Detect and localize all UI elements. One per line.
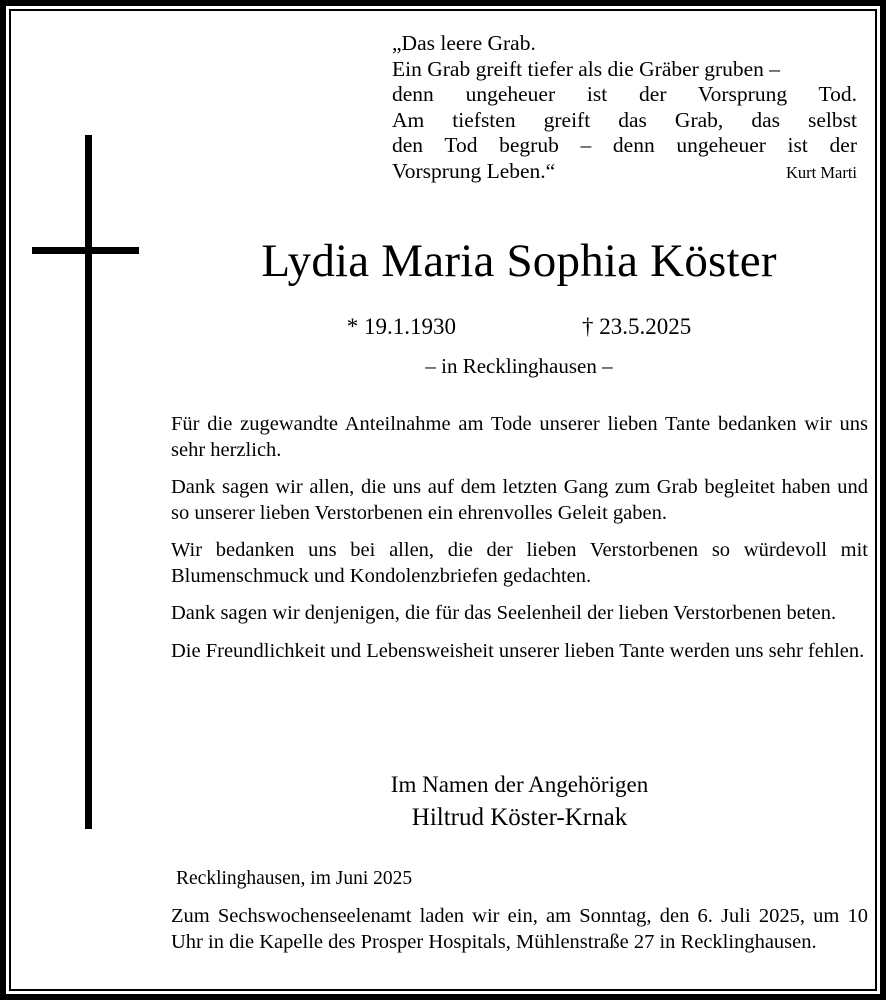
deceased-dates	[161, 313, 877, 341]
poem-line-1: „Das leere Grab.	[392, 31, 536, 55]
signature-name: Hiltrud Köster-Krnak	[411, 804, 628, 831]
body-paragraph-2: Dank sagen wir allen, die uns auf dem letzten Gang zum Grab begleitet haben und so unserer lieben Verstorbenen ein ehrenvolles Geleit gaben.	[171, 476, 868, 524]
signature-intro: Im Namen der Angehörigen	[390, 772, 649, 797]
cross-icon-bar	[32, 247, 139, 254]
poem-attribution: Kurt Marti	[785, 162, 857, 182]
birth-date: * 19.1.1930	[346, 314, 456, 339]
body-paragraph-1: Für die zugewandte Anteilnahme am Tode unserer lieben Tante bedanken wir uns sehr herzlich.	[171, 413, 868, 461]
death-date: † 23.5.2025	[582, 314, 692, 339]
poem-line-5: den Tod begrub – denn ungeheuer ist der	[392, 133, 857, 157]
poem-last-row	[392, 159, 857, 186]
cross-icon-stem	[85, 135, 92, 829]
deceased-place-line: – in Recklinghausen –	[425, 354, 613, 378]
poem-line-2: Ein Grab greift tiefer als die Gräber gruben –	[392, 56, 781, 81]
invitation-text: Zum Sechswochenseelenamt laden wir ein, am Sonntag, den 6. Juli 2025, um 10 Uhr in die Kapelle des Prosper Hospitals, Mühlenstraße 27 in Recklinghausen.	[171, 905, 868, 953]
poem-line-3: denn ungeheuer ist der Vorsprung Tod.	[392, 82, 857, 106]
body-paragraph-3: Wir bedanken uns bei allen, die der lieben Verstorbenen so würdevoll mit Blumenschmuck und Kondolenzbriefen gedachten.	[171, 539, 868, 587]
deceased-name: Lydia Maria Sophia Köster	[261, 235, 777, 287]
poem-block	[392, 31, 857, 185]
place-and-date: Recklinghausen, im Juni 2025	[176, 868, 413, 889]
body-paragraph-5: Die Freundlichkeit und Lebensweisheit unserer lieben Tante werden uns sehr fehlen.	[171, 639, 865, 662]
poem-line-4: Am tiefsten greift das Grab, das selbst	[392, 107, 857, 132]
poem-line-6: Vorsprung Leben.“	[392, 158, 556, 183]
notice-inner-border	[9, 9, 877, 991]
thank-you-body	[171, 412, 868, 664]
body-paragraph-4: Dank sagen wir denjenigen, die für das Seelenheil der lieben Verstorbenen beten.	[171, 602, 837, 624]
signature-block	[171, 768, 868, 835]
